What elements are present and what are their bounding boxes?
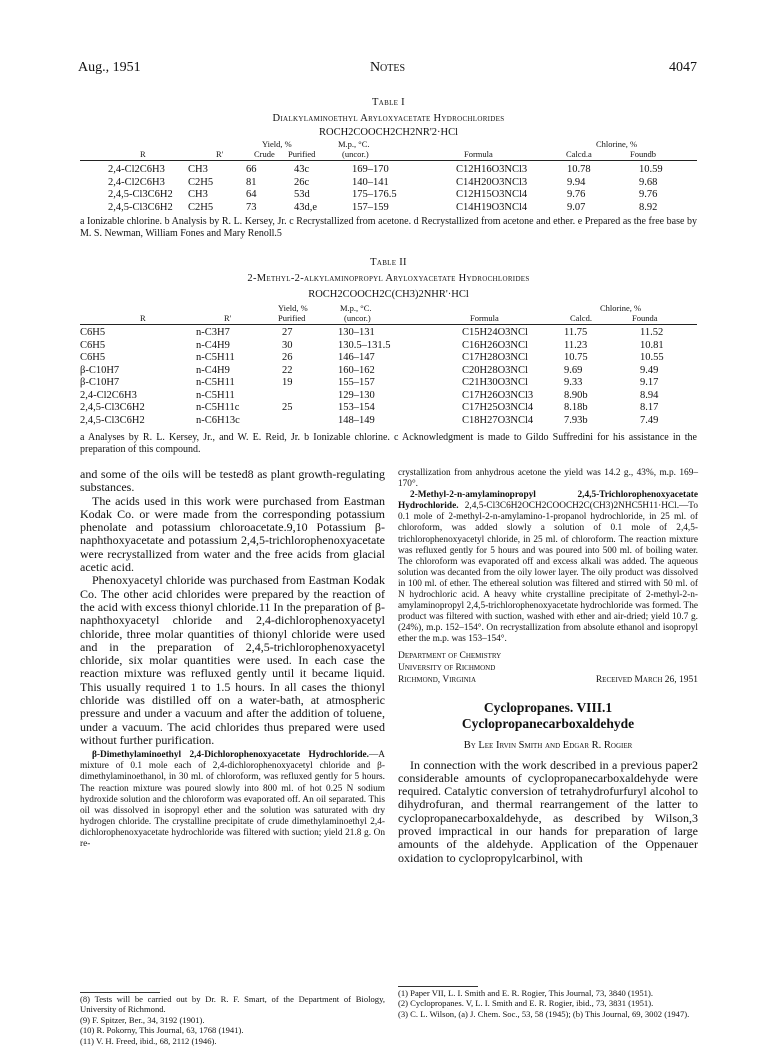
cell: 130–131 <box>338 327 375 338</box>
t2-head-calcd: Calcd. <box>570 313 592 323</box>
cell: 10.55 <box>640 352 664 363</box>
footnote: (11) V. H. Freed, ibid., 68, 2112 (1946). <box>80 1035 217 1046</box>
cell: 9.69 <box>564 364 583 376</box>
cell: n-C4H9 <box>196 339 230 351</box>
page-number: 4047 <box>669 60 697 75</box>
cell: 26 <box>282 352 293 363</box>
cell: C2H5 <box>188 176 214 188</box>
received-date: Received March 26, 1951 <box>595 674 698 685</box>
cell: C17H28O3NCl <box>462 352 528 363</box>
dept-line: Richmond, Virginia <box>398 674 477 685</box>
table1-title: Dialkylaminoethyl Aryloxyacetate Hydrochlorides <box>272 113 505 124</box>
cell: 26c <box>294 176 310 188</box>
cell: 73 <box>246 201 257 213</box>
cell: 9.49 <box>640 364 659 376</box>
cell: C20H28O3NCl <box>462 364 528 376</box>
cell: 11.75 <box>564 327 588 338</box>
cell: n-C4H9 <box>196 364 230 376</box>
footnote-rule <box>80 992 160 993</box>
cell: 7.93b <box>564 414 588 426</box>
right-footnotes <box>398 988 698 1019</box>
table1-caption: Table I <box>372 97 405 108</box>
table-row <box>80 327 697 340</box>
cell: n-C5H11c <box>196 402 240 413</box>
cell: 11.23 <box>564 339 588 351</box>
cell: 64 <box>246 189 257 200</box>
cell: 140–141 <box>352 176 389 188</box>
cell: C17H25O3NCl4 <box>462 402 534 413</box>
cell: 30 <box>282 339 293 351</box>
table2-body <box>80 327 697 427</box>
cell: 8.17 <box>640 402 659 413</box>
t2-head-formula: Formula <box>470 313 499 323</box>
cell: 10.75 <box>564 352 588 363</box>
cell: 2,4-Cl2C6H3 <box>108 164 165 175</box>
cell: C15H24O3NCl <box>462 327 528 338</box>
affiliation <box>398 650 698 686</box>
t2-head-yield: Yield, % <box>278 303 308 313</box>
t1-head-chlorine: Chlorine, % <box>596 139 638 149</box>
cell: 9.07 <box>567 201 586 213</box>
table2-footnote: a Analyses by R. L. Kersey, Jr., and W. E. Reid, Jr. b Ionizable chlorine. c Acknowledgment is made to Gildo Suffredini for his assistance in the preparation of this compound. <box>80 432 697 455</box>
cell: C6H5 <box>80 352 106 363</box>
cell: 10.59 <box>639 164 663 175</box>
t1-head-calcd: Calcd.a <box>566 149 592 159</box>
cell: 53d <box>294 189 310 200</box>
cell: 2,4,5-Cl3C6H2 <box>80 402 145 413</box>
cell: 8.18b <box>564 402 588 413</box>
cell: 130.5–131.5 <box>338 339 391 351</box>
paragraph: In connection with the work described in a previous paper2 considerable amounts of cyclopropanecarboxaldehyde were required. Catalytic conversion of tetrahydrofurfuryl alcohol to dihydrofuran, and thermal rearrangement of the latter to cyclopropanecarboxaldehyde, as described by Wilson,3 proved impractical in our hands for preparation of large amounts of the aldehyde. Application of the Oppenauer oxidation to cyclopropylcarbinol, with <box>398 757 698 865</box>
cell: C6H5 <box>80 327 106 338</box>
cell: 9.68 <box>639 176 658 188</box>
article-title: Cyclopropanes. VIII.1 Cyclopropanecarboxaldehyde <box>461 699 635 731</box>
cell: 22 <box>282 364 293 376</box>
cell: C18H27O3NCl4 <box>462 414 534 426</box>
running-header <box>78 60 697 78</box>
cell: 2,4,5-Cl3C6H2 <box>80 414 145 426</box>
cell: 129–130 <box>338 389 375 401</box>
table-row <box>80 202 697 215</box>
t2-head-mp: M.p., °C. <box>340 303 372 313</box>
cell: n-C5H11 <box>196 352 235 363</box>
cell: 169–170 <box>352 164 389 175</box>
cell: 7.49 <box>640 414 659 426</box>
cell: n-C6H13c <box>196 414 240 426</box>
paragraph: crystallization from anhydrous acetone the yield was 14.2 g., 43%, m.p. 169–170°. <box>398 468 698 490</box>
cell: β-C10H7 <box>80 377 120 388</box>
cell: 9.94 <box>567 176 586 188</box>
table1-body <box>80 164 697 214</box>
cell: 2,4-Cl2C6H3 <box>80 389 137 401</box>
cell: 160–162 <box>338 364 375 376</box>
cell: 146–147 <box>338 352 375 363</box>
cell <box>276 390 332 403</box>
footnote: (1) Paper VII, L. I. Smith and E. R. Rogier, This Journal, 73, 3840 (1951). <box>398 988 653 998</box>
cell: C21H30O3NCl <box>462 377 528 388</box>
cell: 9.76 <box>567 189 586 200</box>
cell: 155–157 <box>338 377 375 388</box>
cell: 153–154 <box>338 402 375 413</box>
t2-head-mp-sub: (uncor.) <box>344 313 371 323</box>
cell: C12H15O3NCl4 <box>456 189 528 200</box>
cell: 2,4-Cl2C6H3 <box>108 176 165 188</box>
cell: C14H20O3NCl3 <box>456 176 528 188</box>
left-column <box>80 468 385 850</box>
table-row <box>80 415 697 428</box>
table-row <box>80 340 697 353</box>
t1-head-crude: Crude <box>254 149 275 159</box>
t1-head-r: R <box>140 149 146 159</box>
cell: 9.76 <box>639 189 658 200</box>
footnote: (8) Tests will be carried out by Dr. R. F. Smart, of the Department of Biology, University of Richmond. <box>80 994 385 1015</box>
paragraph: and some of the oils will be tested8 as plant growth-regulating substances. <box>80 467 385 495</box>
cell: C12H16O3NCl3 <box>456 164 528 175</box>
table-row <box>80 402 697 415</box>
cell: CH3 <box>188 189 208 200</box>
footnote: (10) R. Pokorny, This Journal, 63, 1768 (1941). <box>80 1025 244 1036</box>
t1-head-rp: R' <box>216 149 224 159</box>
table2-formula: ROCH2COOCH2C(CH3)2NHR'·HCl <box>308 289 469 300</box>
cell: 175–176.5 <box>352 189 397 200</box>
compound-heading: 2-Methyl-2-n-amylaminopropyl 2,4,5-Trichlorophenoxyacetate Hydrochloride. <box>398 490 698 512</box>
cell: C6H5 <box>80 339 106 351</box>
compound-heading: β-Dimethylaminoethyl 2,4-Dichlorophenoxyacetate Hydrochloride. <box>92 750 369 761</box>
table-row <box>80 390 697 403</box>
cell: 157–159 <box>352 201 389 213</box>
cell: n-C3H7 <box>196 327 230 338</box>
cell: 2,4,5-Cl3C6H2 <box>108 201 173 213</box>
cell: 10.81 <box>640 339 664 351</box>
experimental-paragraph <box>398 490 698 645</box>
right-column <box>398 468 698 865</box>
dept-line: Department of Chemistry <box>398 650 502 661</box>
cell: C2H5 <box>188 201 214 213</box>
t2-head-r: R <box>140 313 146 323</box>
table-row <box>80 352 697 365</box>
cell: n-C5H11 <box>196 389 235 401</box>
t2-head-rp: R' <box>224 313 232 323</box>
header-section: Notes <box>369 60 406 75</box>
cell: C17H26O3NCl3 <box>462 389 534 401</box>
t1-head-found: Foundb <box>630 149 656 159</box>
table1-footnote: a Ionizable chlorine. b Analysis by R. L. Kersey, Jr. c Recrystallized from acetone. d Recrystallized from acetone and ether. e Prepared as the free base by M. S. Newman, William Fones and Mary Renoll.5 <box>80 216 697 239</box>
table-row <box>80 177 697 190</box>
experimental-paragraph <box>80 750 385 850</box>
header-date: Aug., 1951 <box>78 60 141 75</box>
cell: 8.90b <box>564 389 588 401</box>
cell: β-C10H7 <box>80 364 120 376</box>
footnote: (2) Cyclopropanes. V, L. I. Smith and E. R. Rogier, ibid., 73, 3831 (1951). <box>398 998 654 1009</box>
cell: 81 <box>246 176 257 188</box>
footnote: (9) F. Spitzer, Ber., 34, 3192 (1901). <box>80 1014 205 1025</box>
t2-head-found: Founda <box>632 313 658 323</box>
cell: 148–149 <box>338 414 375 426</box>
paragraph-text: —A mixture of 0.1 mole each of 2,4-dichlorophenoxyacetyl chloride and β-dimethylaminoethanol, in 30 ml. of chloroform, was refluxed gently for 5 hours. The reaction mixture was poured slowly into 800 ml. of hot 0.25 N sodium hydroxide solution and the chloroform was evaporated off. An oil separated. This oil was dissolved in isopropyl ether and the solution was saturated with dry hydrogen chloride. The crystalline precipitate of crude dimethylaminoethyl 2,4-dichlorophenoxyacetate hydrochloride was filtered with suction; yield 21.8 g. On re- <box>80 750 385 849</box>
table-row <box>80 189 697 202</box>
cell: 9.33 <box>564 377 583 388</box>
t1-head-rule <box>80 160 697 161</box>
dept-line: University of Richmond <box>398 662 496 673</box>
left-footnotes <box>80 994 385 1046</box>
t1-head-formula: Formula <box>464 149 493 159</box>
table-row <box>80 365 697 378</box>
footnote: (3) C. L. Wilson, (a) J. Chem. Soc., 53, 58 (1945); (b) This Journal, 69, 3002 (1947). <box>398 1008 690 1019</box>
table-row <box>80 377 697 390</box>
cell: C14H19O3NCl4 <box>456 201 528 213</box>
cell: 8.92 <box>639 201 658 213</box>
paragraph: Phenoxyacetyl chloride was purchased from Eastman Kodak Co. The other acid chlorides were prepared by the reaction of the acid with excess thionyl chloride.11 In the preparation of β-naphthoxyacetyl chloride and 2,4-dichlorophenoxyacetyl chloride, three molar quantities of thionyl chloride were used and in the preparation of 2,4,5-trichlorophenoxyacetyl chloride, six molar quantities were used. In each case the reaction mixture was refluxed gently until it became liquid. This usually required 1 to 1.5 hours. In all cases the thionyl chloride was distilled off on a water-bath, at atmospheric pressure and under a vacuum and after the addition of toluene, under a vacuum. The acid chlorides thus prepared were used without further purification. <box>80 573 385 747</box>
t1-head-mp: M.p., °C. <box>338 139 370 149</box>
cell: 11.52 <box>640 327 664 338</box>
article-byline: By Lee Irvin Smith and Edgar R. Rogier <box>463 739 633 751</box>
cell: 8.94 <box>640 389 659 401</box>
t1-head-purified: Purified <box>288 149 316 159</box>
cell: 9.17 <box>640 377 659 388</box>
cell: C16H26O3NCl <box>462 339 528 351</box>
footnote-rule <box>398 986 478 987</box>
cell: 66 <box>246 164 257 175</box>
cell: 2,4,5-Cl3C6H2 <box>108 189 173 200</box>
cell: 19 <box>282 377 293 388</box>
cell: CH3 <box>188 164 208 175</box>
table1-formula: ROCH2COOCH2CH2NR'2·HCl <box>319 127 458 138</box>
cell: n-C5H11 <box>196 377 235 388</box>
cell: 25 <box>282 402 293 413</box>
table2-title: 2-Methyl-2-alkylaminopropyl Aryloxyacetate Hydrochlorides <box>247 273 530 284</box>
cell: 43d,e <box>294 201 318 213</box>
paragraph: The acids used in this work were purchased from Eastman Kodak Co. or were made from the corresponding potassium phenolate and potassium chloroacetate.9,10 Potassium β-naphthoxyacetate and potassium 2,4,5-trichlorophenoxyacetate were recrystallized from water and the free acids from glacial acetic acid. <box>80 493 385 575</box>
cell: 43c <box>294 164 310 175</box>
cell <box>276 415 332 428</box>
t2-head-purified: Purified <box>278 313 306 323</box>
table-row <box>80 164 697 177</box>
t2-head-rule <box>80 324 697 325</box>
cell: 27 <box>282 327 293 338</box>
t2-head-chlorine: Chlorine, % <box>600 303 642 313</box>
t1-head-yield: Yield, % <box>262 139 292 149</box>
table2-caption: Table II <box>370 257 407 268</box>
cell: 10.78 <box>567 164 591 175</box>
paragraph-text: 2,4,5-Cl3C6H2OCH2COOCH2C(CH3)2NHC5H11·HCl.—To 0.1 mole of 2-methyl-2-n-amylamino-1-propanol hydrochloride, in 25 ml. of chloroform, was added slowly a solution of 0.1 mole of 2,4,5-trichlorophenoxyacetyl chloride, in 25 ml. of chloroform. The reaction mixture was refluxed gently for 5 hours and was poured into 500 ml. of boiling water. The chloroform was evaporated off and excess alkali was added. The aqueous solution was decanted from the oily lower layer. The oily product was dissolved in 100 ml. of ether. The ethereal solution was filtered and stirred with 50 ml. of N hydrochloric acid. A heavy white crystalline precipitate of 2-methyl-2-n-amylaminopropyl 2,4,5-trichlorophenoxyacetate hydrochloride was formed. The product was filtered with suction, washed with ether and air-dried; yield 10.7 g. (24%), m.p. 152–154°. On recrystallization from absolute ethanol and isopropyl ether the m.p. was 153–154°. <box>398 501 698 645</box>
t1-head-mp-sub: (uncor.) <box>342 149 369 159</box>
